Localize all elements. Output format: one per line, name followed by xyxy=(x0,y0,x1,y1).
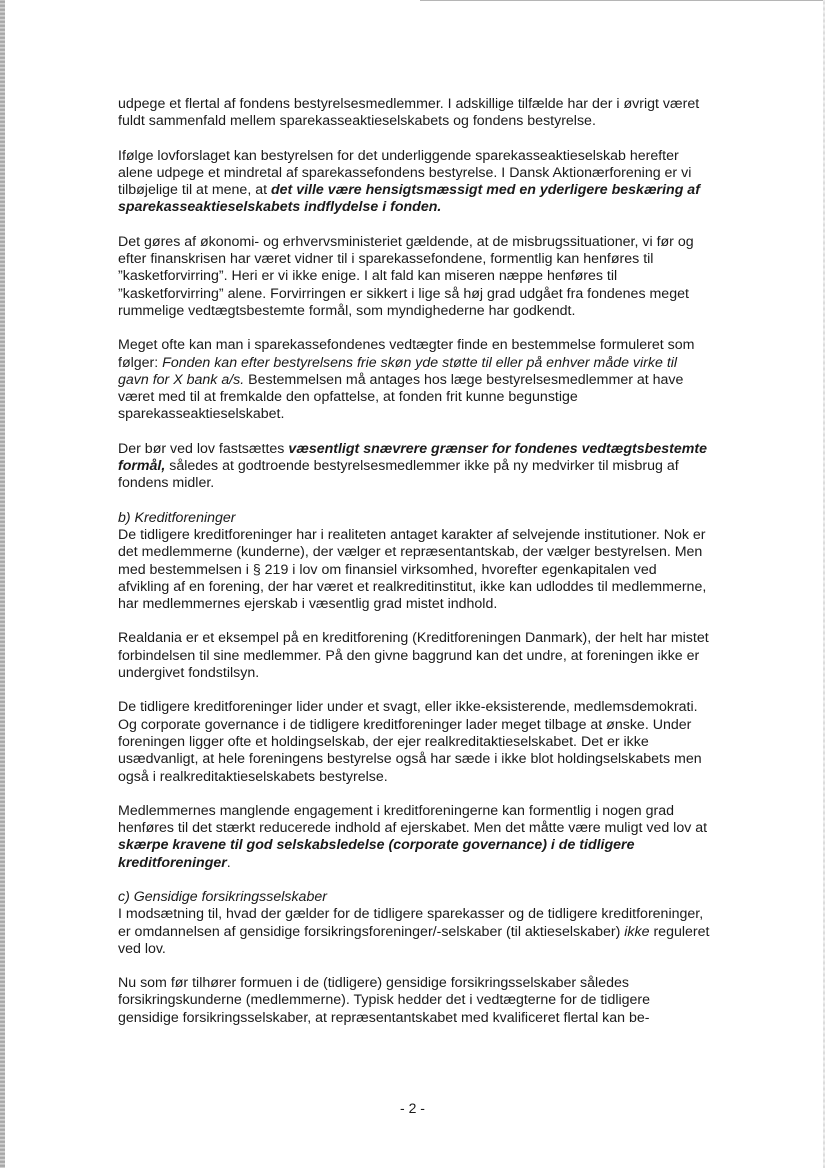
paragraph xyxy=(118,803,710,872)
text: Ifølge lovforslaget kan bestyrelsen for det underliggende sparekasseaktieselskab herefter alene udpege et mindretal af sparekassefondens bestyrelse. I Dansk Aktionærforening er vi tilbøjelige til at mene, at xyxy=(118,147,692,199)
paragraph xyxy=(118,889,710,958)
scan-edge-top xyxy=(420,0,825,1)
emphasis: skærpe kravene til god selskabsledelse (corporate governance) i de tidligere kreditforeninger xyxy=(118,837,635,871)
quote: Fonden kan efter bestyrelsens frie skøn yde støtte til eller på enhver måde virke til gavn for X bank a/s. xyxy=(118,354,678,388)
paragraph xyxy=(118,441,710,493)
document-body xyxy=(118,96,710,1027)
emphasis: væsentligt snævrere grænser for fondenes vedtægtsbestemte formål, xyxy=(118,440,707,475)
section-heading: c) Gensidige forsikringsselskaber xyxy=(118,888,327,905)
text: således at godtroende bestyrelsesmedlemmer ikke på ny medvirker til misbrug af fondens midler. xyxy=(118,458,679,492)
text: Medlemmernes manglende engagement i kreditforeningerne kan formentlig i nogen grad henføres til det stærkt reducerede indhold af ejerskabet. Men det måtte være muligt ved lov at xyxy=(118,802,708,837)
text: De tidligere kreditforeninger har i realiteten antaget karakter af selvejende institutioner. Nok er det medlemmerne (kunderne), der vælger et repræsentantskab, der vælger bestyrelsen. Men med bestemmelsen i § 219 i lov om finansiel virksomhed, hvorefter egenkapitalen ved afvikling af en forening, der har været et realkreditinstitut, ikke kan udloddes til medlemmerne, har medlemmernes ejerskab i væsentlig grad mistet indhold. xyxy=(118,526,707,613)
emphasis: det ville være hensigtsmæssigt med en yderligere beskæring af sparekasseaktieselskabets indflydelse i fonden. xyxy=(118,182,700,216)
text: Der bør ved lov fastsættes xyxy=(118,440,289,457)
page-number: - 2 - xyxy=(400,1100,425,1116)
emphasis: ikke xyxy=(624,923,650,940)
scan-edge-left xyxy=(0,0,5,1168)
paragraph xyxy=(118,148,710,217)
paragraph: Det gøres af økonomi- og erhvervsministeriet gældende, at de misbrugssituationer, vi før og efter finanskrisen har været vidner til i sparekassefondene, formentlig kan henføres til ”kasketforvirring”. Heri er vi ikke enige. I alt fald kan miseren næppe henføres til ”kasketforvirring” alene. Forvirringen er sikkert i lige så høj grad udgået fra fondenes meget rummelige vedtægtsbestemte formål, som myndighederne har godkendt. xyxy=(118,233,694,319)
text: I modsætning til, hvad der gælder for de tidligere sparekasser og de tidligere kreditforeninger, er omdannelsen af gensidige forsikringsforeninger/-selskaber (til aktieselskaber) xyxy=(118,906,704,940)
text: reguleret ved lov. xyxy=(118,923,710,957)
paragraph: Realdania er et eksempel på en kreditforening (Kreditforeningen Danmark), der helt har mistet forbindelsen til sine medlemmer. På den givne baggrund kan det undre, at foreningen ikke er undergivet fondstilsyn. xyxy=(118,630,709,682)
paragraph xyxy=(118,337,710,423)
paragraph xyxy=(118,510,710,614)
text: . xyxy=(226,854,231,871)
paragraph: udpege et flertal af fondens bestyrelsesmedlemmer. I adskillige tilfælde har der i øvrigt været fuldt sammenfald mellem sparekasseaktieselskabets og fondens bestyrelse. xyxy=(118,96,700,130)
paragraph: Nu som før tilhører formuen i de (tidligere) gensidige forsikringsselskaber således forsikringskunderne (medlemmerne). Typisk hedder det i vedtægterne for de tidligere gensidige forsikringsselskaber, at repræsentantskabet med kvalificeret flertal kan be- xyxy=(118,975,651,1026)
text: Meget ofte kan man i sparekassefondenes vedtægter finde en bestemmelse formuleret som følger: xyxy=(118,337,695,371)
paragraph: De tidligere kreditforeninger lider under et svagt, eller ikke-eksisterende, medlemsdemokrati. Og corporate governance i de tidligere kreditforeninger lader meget tilbage at ønske. Under foreningen ligger ofte et holdingselskab, der ejer realkreditaktieselskabet. Det er ikke usædvanligt, at hele foreningens bestyrelse også har sæde i ikke blot holdingselskabets men også i realkreditaktieselskabets bestyrelse. xyxy=(118,699,702,785)
text: Bestemmelsen må antages hos læge bestyrelsesmedlemmer at have været med til at fremkalde den opfattelse, at fonden frit kunne begunstige sparekasseaktieselskabet. xyxy=(118,371,684,423)
section-heading: b) Kreditforeninger xyxy=(118,509,236,526)
